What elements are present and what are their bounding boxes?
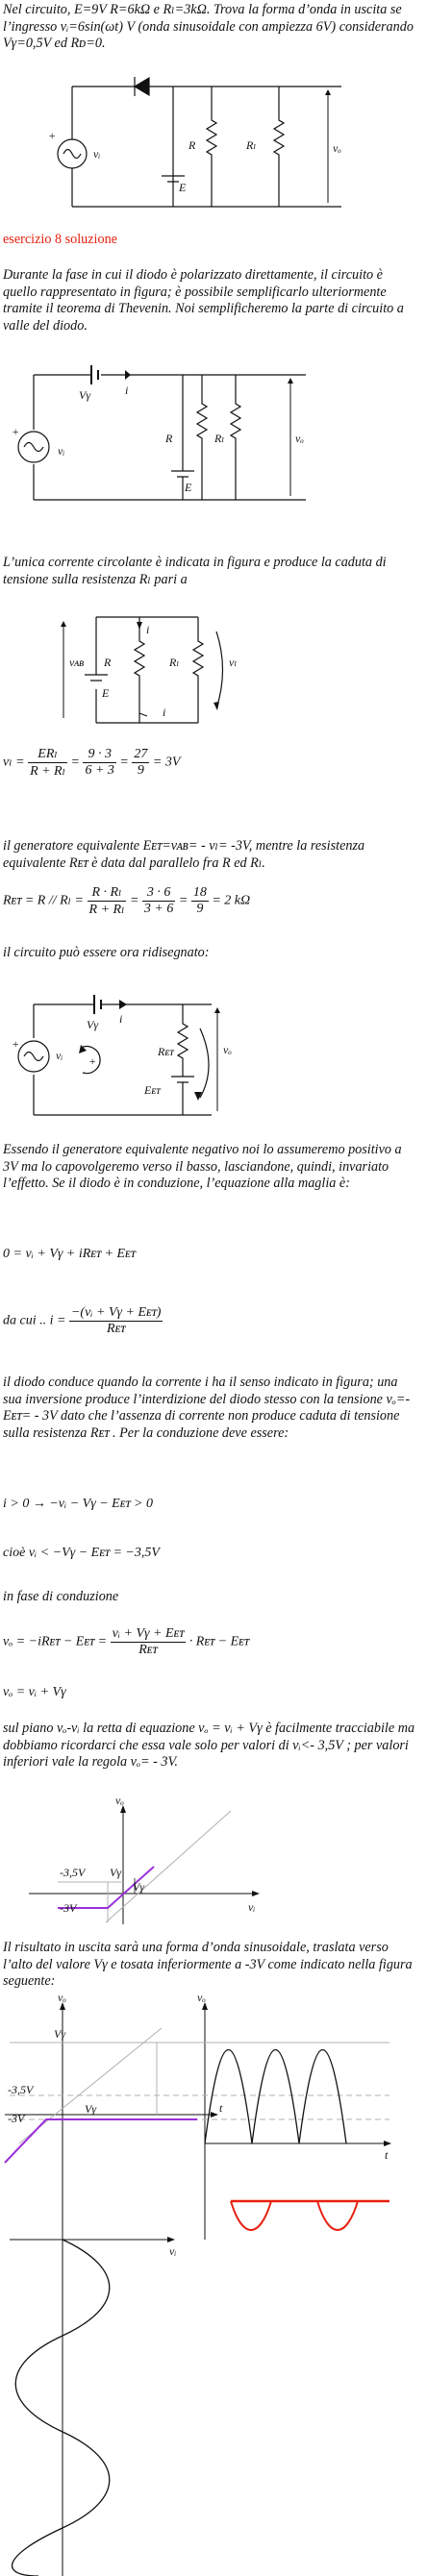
circuit-diagram-1 — [0, 72, 427, 216]
svg-text:vᵢ: vᵢ — [169, 2244, 177, 2258]
circuit-diagram-2 — [0, 351, 427, 505]
svg-text:i: i — [146, 623, 150, 636]
svg-text:t: t — [385, 2148, 389, 2162]
svg-text:vₒ: vₒ — [197, 1991, 206, 2004]
paragraph-mesh: Essendo il generatore equivalente negativo noi lo assumeremo positivo a 3V ma lo capovolgeremo verso il basso, lasciandone, quindi, invariato l’effetto. Se il diodo è in conduzione, l’equazione alla maglia è: — [3, 1142, 402, 1192]
paragraph-thevenin: Durante la fase in cui il diodo è polarizzato direttamente, il circuito è quello rappresentato in figura; è possibile semplificarlo ulteriormente tramite il teorema di Thevenin. Noi semplificheremo la parte di circuito a valle del diodo. — [3, 267, 404, 334]
svg-text:Vγ: Vγ — [79, 388, 91, 402]
output-waveform-graph — [0, 1991, 427, 2576]
equation-condition-vi: cioè vᵢ < −Vγ − Eᴇᴛ = −3,5V — [3, 1546, 160, 1560]
equation-mesh: 0 = vᵢ + Vγ + iRᴇᴛ + Eᴇᴛ — [3, 1247, 136, 1261]
svg-text:R: R — [165, 432, 173, 445]
equation-condition: i > 0 → −vᵢ − Vγ − Eᴇᴛ > 0 — [3, 1497, 153, 1511]
paragraph-result: Il risultato in uscita sarà una forma d’onda sinusoidale, traslata verso l’alto del valore Vγ e tosata inferiormente a -3V come indicato nella figura seguente: — [3, 1940, 413, 1990]
svg-text:Vγ: Vγ — [110, 1866, 122, 1879]
svg-text:vₗ: vₗ — [229, 656, 238, 669]
transfer-characteristic-graph — [0, 1794, 427, 1929]
svg-text:+: + — [12, 1037, 20, 1051]
equation-vo-expanded: vₒ = −iRᴇᴛ − Eᴇᴛ = $\frac{\text{vᵢ + Vγ + Eᴇᴛ}}{\text{Rᴇᴛ}}$ · Rᴇᴛ − Eᴇᴛ — [3, 1626, 249, 1657]
paragraph-redraw: il circuito può essere ora ridisegnato: — [3, 945, 210, 960]
paragraph-in-conduction: in fase di conduzione — [3, 1589, 119, 1604]
paragraph-current: L’unica corrente circolante è indicata in figura e produce la caduta di tensione sulla resistenza Rₗ pari a — [3, 555, 387, 587]
svg-text:-3,5V: -3,5V — [8, 2083, 34, 2096]
svg-text:Vγ: Vγ — [133, 1880, 145, 1894]
problem-statement: Nel circuito, E=9V R=6kΩ e Rₗ=3kΩ. Trova la forma d’onda in uscita se l’ingresso vᵢ=6sin(ωt) V (onda sinusoidale con ampiezza 6V) considerando Vγ=0,5V ed Rᴅ=0. — [3, 2, 414, 52]
svg-text:E: E — [185, 481, 192, 494]
svg-text:vₒ: vₒ — [295, 432, 304, 445]
svg-text:i: i — [163, 706, 166, 719]
svg-text:Rₗ: Rₗ — [246, 138, 257, 152]
paragraph-transfer: sul piano vₒ-vᵢ la retta di equazione vₒ = vᵢ + Vγ è facilmente tracciabile ma dobbiamo ricordarci che essa vale solo per valori di vᵢ<- 3,5V ; per valori inferiori vale la regola vₒ= - 3V. — [3, 1721, 415, 1771]
svg-text:vᴀʙ: vᴀʙ — [69, 656, 85, 669]
svg-text:vᵢ: vᵢ — [248, 1900, 256, 1914]
svg-text:-3V: -3V — [60, 1901, 77, 1915]
svg-text:Eᴇᴛ: Eᴇᴛ — [144, 1083, 161, 1097]
svg-text:-3,5V: -3,5V — [60, 1866, 86, 1879]
svg-text:+: + — [12, 425, 20, 438]
svg-text:vₒ: vₒ — [333, 141, 341, 155]
paragraph-conduction: il diodo conduce quando la corrente i ha il senso indicato in figura; una sua inversione produce l’interdizione del diodo stesso con la tensione vₒ=- Eᴇᴛ= - 3V dato che l’assenza di corrente non produce caduta di tensione sulla resistenza Rᴇᴛ . Per la conduzione deve essere: — [3, 1375, 411, 1441]
svg-text:R: R — [188, 138, 196, 152]
svg-text:vᵢ: vᵢ — [58, 444, 65, 458]
svg-text:Vγ: Vγ — [54, 2027, 66, 2041]
svg-text:Rᴇᴛ: Rᴇᴛ — [158, 1045, 174, 1058]
svg-text:vₒ: vₒ — [58, 1991, 66, 2004]
svg-text:+: + — [48, 129, 57, 142]
circuit-diagram-4 — [0, 990, 427, 1125]
svg-text:i: i — [125, 384, 129, 397]
equation-current: da cui .. i = $\frac{\text{−(vᵢ + Vγ + Eᴇᴛ)}}{\text{Rᴇᴛ}}$ — [3, 1305, 162, 1336]
svg-text:+: + — [88, 1054, 97, 1068]
svg-text:vₒ: vₒ — [223, 1043, 232, 1056]
svg-text:vᵢ: vᵢ — [56, 1049, 63, 1062]
solution-title: esercizio 8 soluzione — [3, 232, 117, 247]
svg-text:i: i — [119, 1012, 123, 1026]
svg-text:-3V: -3V — [8, 2112, 25, 2125]
svg-text:t: t — [219, 2101, 223, 2115]
circuit-diagram-3 — [0, 603, 427, 728]
equation-req: Rᴇᴛ = R // Rₗ = $\frac{\text{R · Rₗ}}{\text{R + Rₗ}}$ = $\frac{3 \cdot 6}{3 + 6}$ = $\frac{18}{9}$ = 2 kΩ — [3, 885, 251, 917]
equation-vl: vₗ = $\frac{\text{ERₗ}}{\text{R + Rₗ}}$ = $\frac{9 \cdot 3}{6 + 3}$ = $\frac{27}{9}$ = 3V — [3, 747, 181, 779]
svg-text:R: R — [104, 656, 112, 669]
svg-text:Vγ: Vγ — [87, 1018, 99, 1031]
svg-text:vᵢ: vᵢ — [93, 147, 101, 161]
svg-text:vₒ: vₒ — [115, 1794, 124, 1807]
svg-text:Rₗ: Rₗ — [169, 656, 180, 669]
svg-text:E: E — [102, 686, 110, 700]
equation-vo: vₒ = vᵢ + Vγ — [3, 1685, 66, 1699]
svg-text:E: E — [179, 181, 187, 194]
svg-text:Vγ: Vγ — [85, 2102, 97, 2116]
svg-text:Rₗ: Rₗ — [214, 432, 225, 445]
paragraph-equivalent: il generatore equivalente Eᴇᴛ=vᴀʙ= - vₗ= -3V, mentre la resistenza equivalente Rᴇᴛ è data dal parallelo fra R ed Rₗ. — [3, 838, 365, 871]
